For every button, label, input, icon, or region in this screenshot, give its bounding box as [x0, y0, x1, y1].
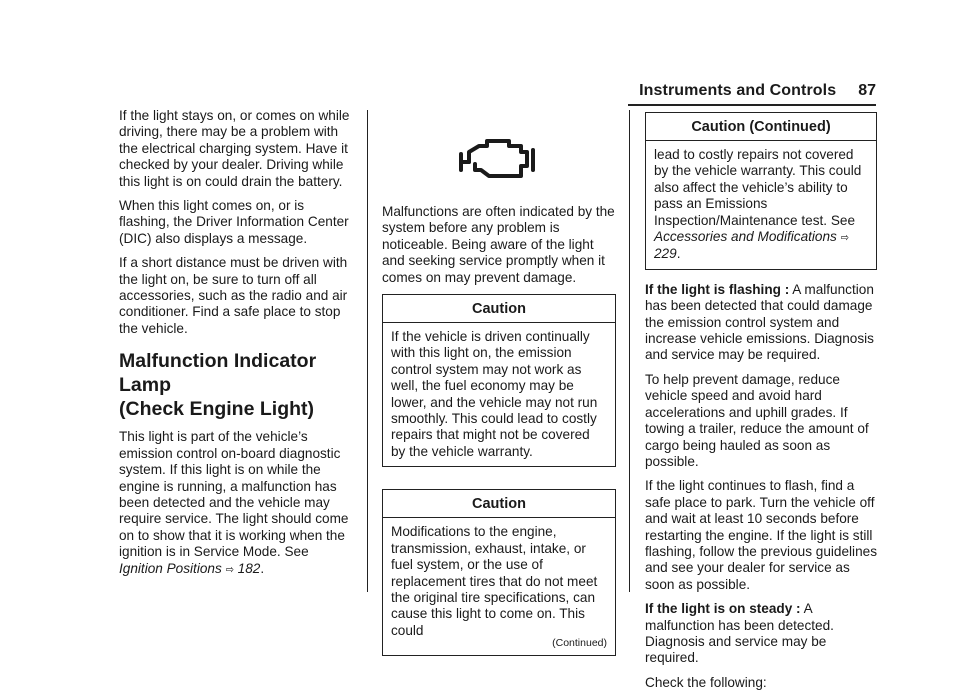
- sentence-end: .: [676, 246, 681, 262]
- cross-reference-link[interactable]: [119, 561, 260, 576]
- check-engine-icon: [459, 136, 539, 182]
- caution-body: If the vehicle is driven continually with this light on, the emission control system may not work as well, the fuel economy may be lower, and the vehicle may not run smoothly. This could lead to costly repairs that might not be covered by the vehicle warranty.: [391, 329, 598, 459]
- page-number: 87: [858, 82, 876, 99]
- paragraph: If the light continues to flash, find a safe place to park. Turn the vehicle off and wait at least 10 seconds before restarting the engine. If the light is still flashing, follow the previous guidelines and see your dealer for service as soon as possible.: [645, 478, 877, 592]
- run-in-heading: If the light is on steady :: [645, 601, 801, 617]
- paragraph: If the light stays on, or comes on while driving, there may be a problem with the electrical charging system. Have it checked by your dealer. Driving while this light is on could drain the battery.: [119, 108, 350, 189]
- continued-label: (Continued): [552, 637, 607, 650]
- run-in-heading: If the light is flashing :: [645, 281, 790, 297]
- reference-arrow-icon: ⇨: [225, 563, 234, 576]
- section-title: Instruments and Controls: [639, 82, 837, 99]
- paragraph: Check the following:: [645, 674, 767, 690]
- reference-title: Ignition Positions: [119, 560, 222, 576]
- paragraph-text: A malfunction has been detected that could damage the emission control system and increase vehicle emissions. Diagnosis and service may be required.: [645, 281, 874, 363]
- paragraph-text: A malfunction has been detected. Diagnosis and service may be required.: [645, 601, 834, 666]
- heading-line: Malfunction Indicator Lamp: [119, 350, 317, 397]
- reference-page: 229: [654, 246, 677, 262]
- column-divider: [367, 110, 368, 592]
- paragraph: To help prevent damage, reduce vehicle speed and avoid hard accelerations and uphill grades. If towing a trailer, reduce the amount of cargo being hauled as soon as possible.: [645, 371, 869, 469]
- sentence-end: .: [260, 560, 265, 576]
- page-header: [639, 82, 876, 100]
- paragraph-text: This light is part of the vehicle’s emission control on-board diagnostic system. If this light is on while the engine is running, a malfunction has been detected and the vehicle may require service. The light should come on to show that it is working when the ignition is in Service Mode. See: [119, 429, 349, 560]
- cross-reference-link[interactable]: [654, 229, 849, 261]
- caution-title: Caution: [383, 490, 615, 518]
- heading-line: (Check Engine Light): [119, 398, 314, 421]
- caution-box: [382, 489, 616, 656]
- caution-title: Caution: [383, 295, 615, 323]
- column-right: [645, 108, 877, 699]
- paragraph: Malfunctions are often indicated by the system before any problem is noticeable. Being aware of the light and seeking service promptly when it comes on may prevent damage.: [382, 204, 615, 285]
- caution-text: lead to costly repairs not covered by the vehicle warranty. This could also affect the vehicle’s ability to pass an Emissions Inspection/Maintenance test. See: [654, 147, 862, 228]
- column-left: [119, 108, 353, 586]
- caution-text: Modifications to the engine, transmission, exhaust, intake, or fuel system, or the use of replacement tires that do not meet the original tire specifications, can cause this light to come on. This could: [391, 524, 598, 638]
- column-divider: [629, 110, 630, 592]
- caution-body: [383, 518, 615, 655]
- caution-box: [382, 294, 616, 467]
- reference-arrow-icon: ⇨: [840, 232, 849, 245]
- section-heading: [119, 349, 353, 421]
- caution-title: Caution (Continued): [646, 113, 876, 141]
- paragraph: [645, 601, 877, 667]
- paragraph: When this light comes on, or is flashing, the Driver Information Center (DIC) also displays a message.: [119, 198, 349, 246]
- caution-body: [646, 141, 876, 269]
- paragraph: [645, 282, 877, 364]
- reference-page: 182: [237, 560, 261, 576]
- paragraph: If a short distance must be driven with the light on, be sure to turn off all accessories, such as the radio and air conditioner. Find a safe place to stop the vehicle.: [119, 255, 348, 336]
- column-middle: [382, 108, 616, 656]
- caution-box-continued: [645, 112, 877, 270]
- reference-title: Accessories and Modifications: [654, 229, 837, 245]
- paragraph: [119, 429, 353, 578]
- header-rule: [628, 104, 876, 106]
